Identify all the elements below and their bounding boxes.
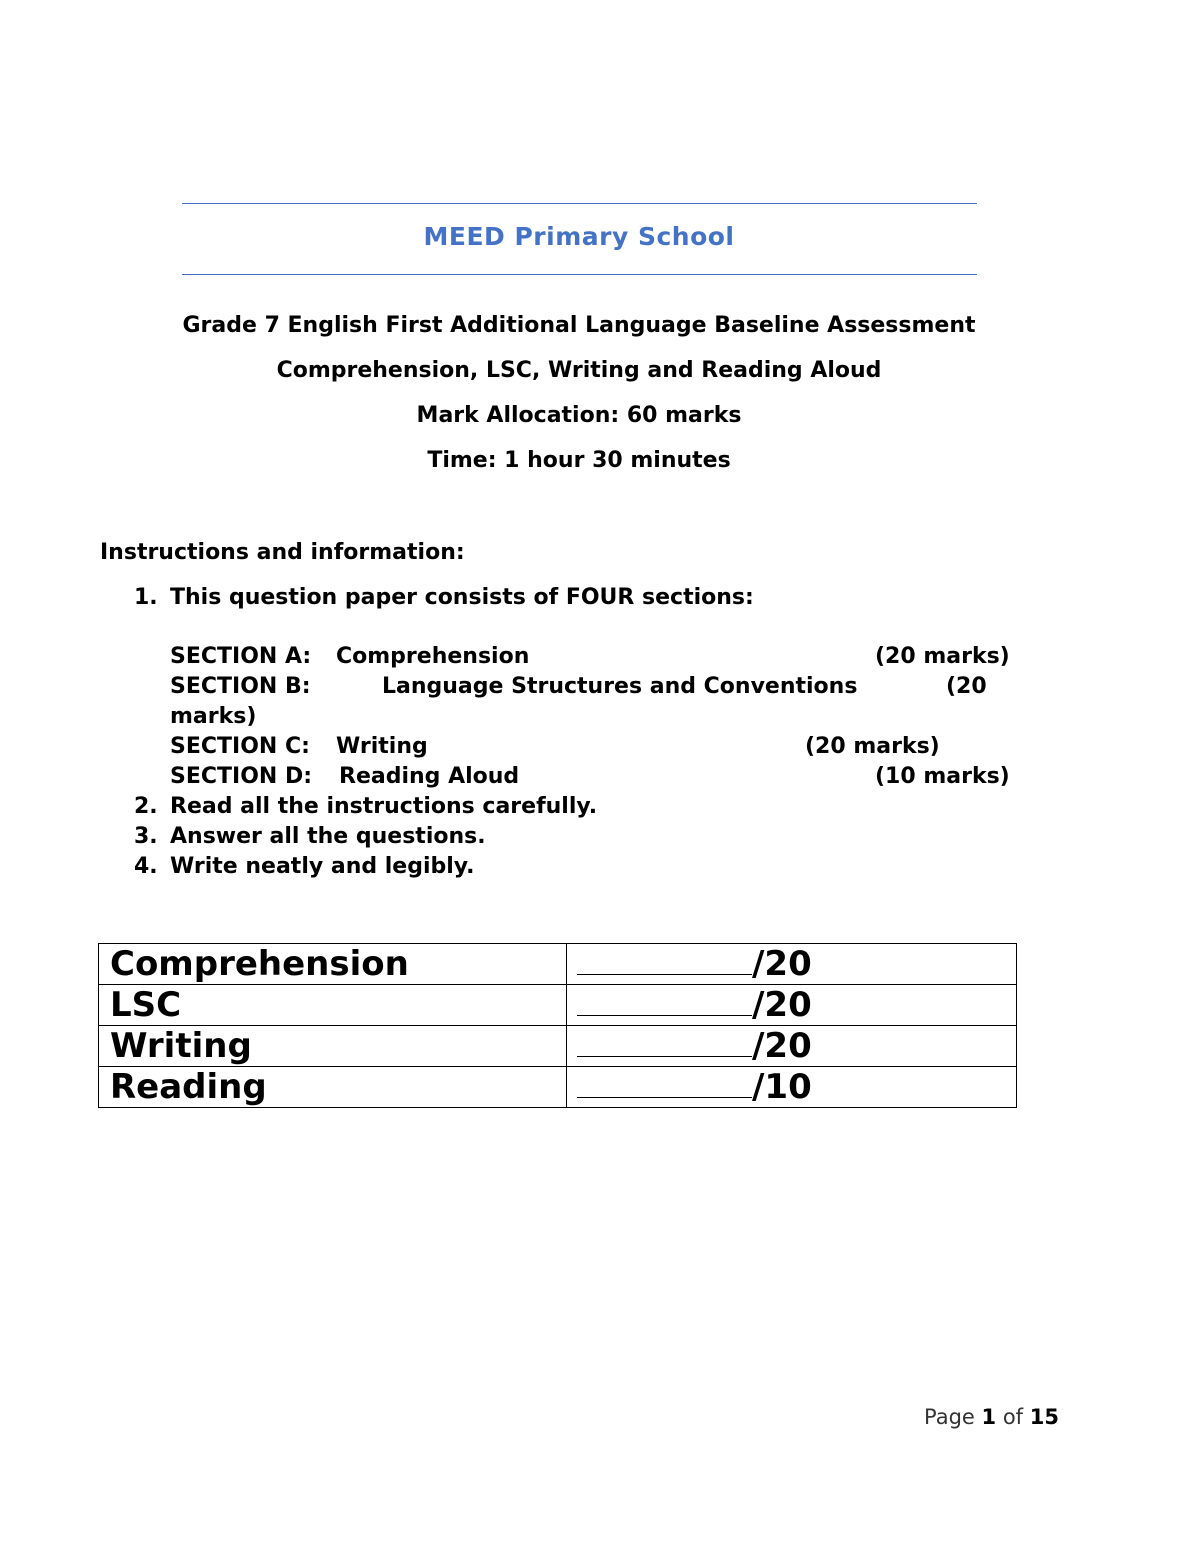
section-c-label: SECTION C: bbox=[170, 734, 310, 759]
instruction-number: 4. bbox=[134, 854, 158, 879]
section-b-name: Language Structures and Conventions bbox=[382, 674, 858, 699]
section-b-label: SECTION B: bbox=[170, 674, 311, 699]
page-word: Page bbox=[923, 1405, 975, 1429]
time-allowed: Time: 1 hour 30 minutes bbox=[427, 448, 731, 473]
score-blank[interactable] bbox=[577, 1067, 752, 1098]
score-label: LSC bbox=[99, 985, 567, 1026]
instruction-text: Answer all the questions. bbox=[170, 824, 486, 849]
score-total: /20 bbox=[752, 944, 812, 984]
section-a-name: Comprehension bbox=[336, 644, 530, 669]
assessment-title: Grade 7 English First Additional Language Baseline Assessment bbox=[182, 313, 976, 338]
score-cell bbox=[567, 1026, 1017, 1067]
score-total: /20 bbox=[752, 985, 812, 1025]
instruction-text: This question paper consists of FOUR sections: bbox=[170, 585, 754, 610]
instructions-heading: Instructions and information: bbox=[100, 540, 465, 565]
score-row bbox=[99, 985, 1017, 1026]
score-row bbox=[99, 1067, 1017, 1108]
score-row bbox=[99, 944, 1017, 985]
assessment-subtitle: Comprehension, LSC, Writing and Reading Aloud bbox=[276, 358, 882, 383]
page-total: 15 bbox=[1029, 1405, 1059, 1429]
score-cell bbox=[567, 1067, 1017, 1108]
score-cell bbox=[567, 944, 1017, 985]
mark-allocation: Mark Allocation: 60 marks bbox=[416, 403, 742, 428]
instruction-number: 3. bbox=[134, 824, 158, 849]
instruction-text: Write neatly and legibly. bbox=[170, 854, 475, 879]
section-b-marks: (20 bbox=[946, 674, 987, 699]
section-d-marks: (10 marks) bbox=[875, 764, 1010, 789]
score-total: /10 bbox=[752, 1067, 812, 1107]
instruction-number: 2. bbox=[134, 794, 158, 819]
section-a-label: SECTION A: bbox=[170, 644, 312, 669]
section-c-marks: (20 marks) bbox=[805, 734, 940, 759]
section-b-marks-continued: marks) bbox=[170, 704, 257, 729]
instruction-text: Read all the instructions carefully. bbox=[170, 794, 598, 819]
page-number bbox=[924, 1405, 1059, 1429]
score-cell bbox=[567, 985, 1017, 1026]
score-label: Comprehension bbox=[99, 944, 567, 985]
score-label: Reading bbox=[99, 1067, 567, 1108]
score-blank[interactable] bbox=[577, 985, 752, 1016]
header-rule-top bbox=[182, 203, 977, 204]
score-blank[interactable] bbox=[577, 1026, 752, 1057]
section-a-marks: (20 marks) bbox=[875, 644, 1010, 669]
section-d-name: Reading Aloud bbox=[339, 764, 520, 789]
score-label: Writing bbox=[99, 1026, 567, 1067]
score-total: /20 bbox=[752, 1026, 812, 1066]
header-rule-bottom bbox=[182, 274, 977, 275]
school-name: MEED Primary School bbox=[423, 222, 735, 251]
score-row bbox=[99, 1026, 1017, 1067]
section-d-label: SECTION D: bbox=[170, 764, 313, 789]
page-current: 1 bbox=[981, 1405, 997, 1429]
score-blank[interactable] bbox=[577, 944, 752, 975]
score-table bbox=[98, 943, 1017, 1108]
of-word: of bbox=[1002, 1405, 1024, 1429]
section-c-name: Writing bbox=[336, 734, 428, 759]
instruction-number: 1. bbox=[134, 585, 158, 610]
